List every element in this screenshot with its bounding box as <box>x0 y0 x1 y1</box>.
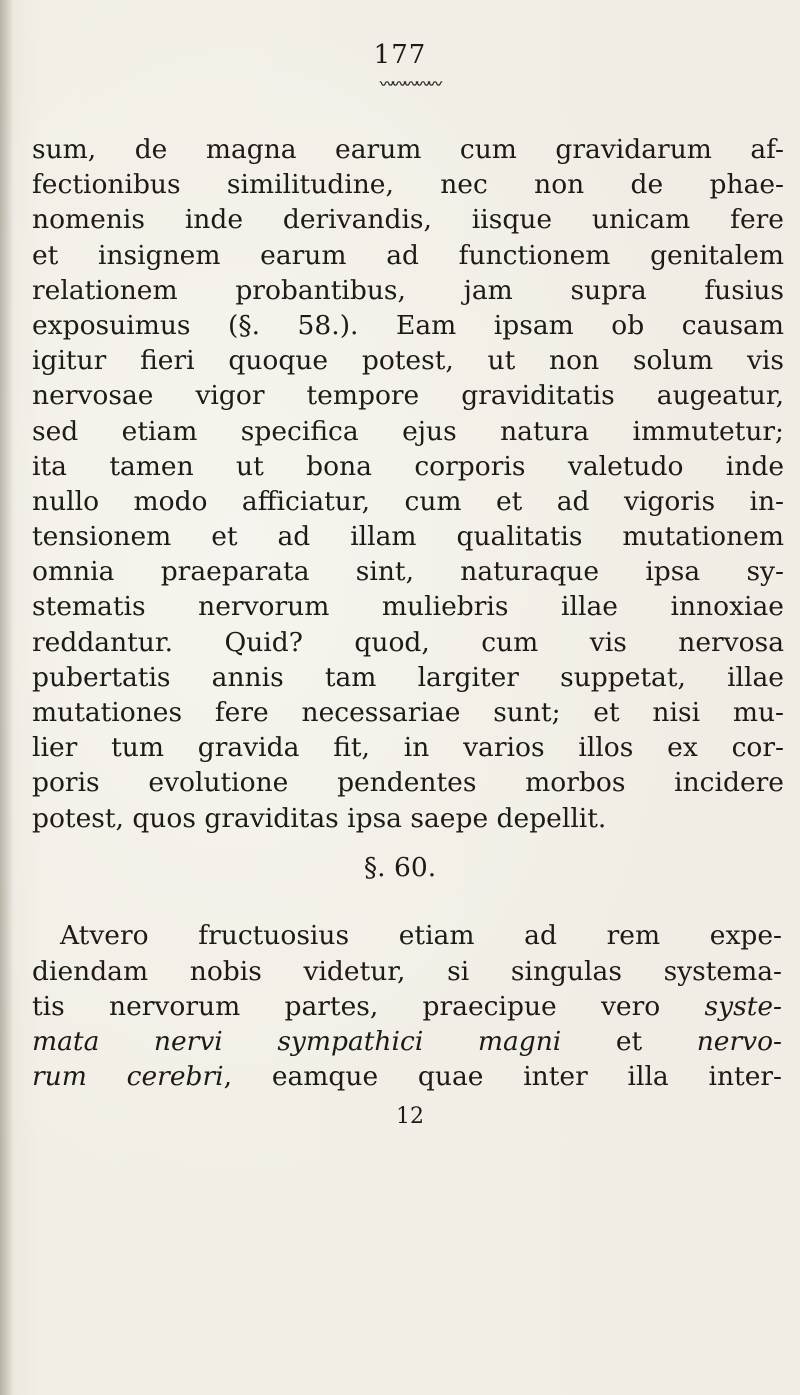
text-run: et <box>561 1025 697 1057</box>
text-line: Atvero fructuosius etiam ad rem expe- <box>60 920 782 951</box>
italic-run: nervo- <box>696 1025 782 1057</box>
text-line: potest, quos graviditas ipsa saepe depellit. <box>32 802 607 834</box>
text-line: exposuimus (§. 58.). Eam ipsam ob causam <box>32 309 784 341</box>
text-line: nervosae vigor tempore graviditatis augeatur, <box>32 380 784 412</box>
gutter-shadow <box>0 0 14 1395</box>
text-line: relationem probantibus, jam supra fusius <box>32 274 784 306</box>
text-line: sed etiam specifica ejus natura immutetur; <box>32 415 784 447</box>
signature-mark: 12 <box>396 1104 424 1129</box>
page-number: 177 <box>373 40 427 70</box>
text-line <box>32 989 782 1024</box>
text-line: diendam nobis videtur, si singulas systema- <box>32 955 782 987</box>
italic-run: syste- <box>704 990 782 1022</box>
text-line: nullo modo afficiatur, cum et ad vigoris in- <box>32 485 784 517</box>
text-line: et insignem earum ad functionem genitalem <box>32 239 784 271</box>
text-line: ita tamen ut bona corporis valetudo inde <box>32 450 784 482</box>
text-line: poris evolutione pendentes morbos incidere <box>32 767 784 799</box>
paragraph-2 <box>32 954 782 1095</box>
text-line: mutationes fere necessariae sunt; et nisi mu- <box>32 697 784 728</box>
header-ornament: 〰〰〰〰〰 <box>380 77 440 93</box>
paragraph-2-first-line <box>60 918 782 953</box>
text-line: sum, de magna earum cum gravidarum af- <box>32 134 784 165</box>
section-heading: §. 60. <box>363 852 437 883</box>
text-line: tensionem et ad illam qualitatis mutationem <box>32 521 784 553</box>
text-line: fectionibus similitudine, nec non de phae- <box>32 169 784 201</box>
text-line: omnia praeparata sint, naturaque ipsa sy- <box>32 556 784 588</box>
italic-run: rum cerebri <box>32 1061 224 1093</box>
text-line <box>32 1059 782 1094</box>
text-run: , eamque quae inter illa inter- <box>223 1061 782 1093</box>
text-run: tis nervorum partes, praecipue vero <box>32 990 705 1022</box>
text-line: igitur fieri quoque potest, ut non solum vis <box>32 345 784 377</box>
text-line: lier tum gravida fit, in varios illos ex cor- <box>32 732 784 764</box>
text-line: nomenis inde derivandis, iisque unicam fere <box>32 204 784 236</box>
text-line: reddantur. Quid? quod, cum vis nervosa <box>32 626 784 658</box>
text-line: pubertatis annis tam largiter suppetat, illae <box>32 661 784 693</box>
italic-run: mata nervi sympathici magni <box>32 1025 562 1057</box>
paragraph-1 <box>32 132 784 836</box>
text-line <box>32 1024 782 1059</box>
text-line: stematis nervorum muliebris illae innoxiae <box>32 591 784 623</box>
